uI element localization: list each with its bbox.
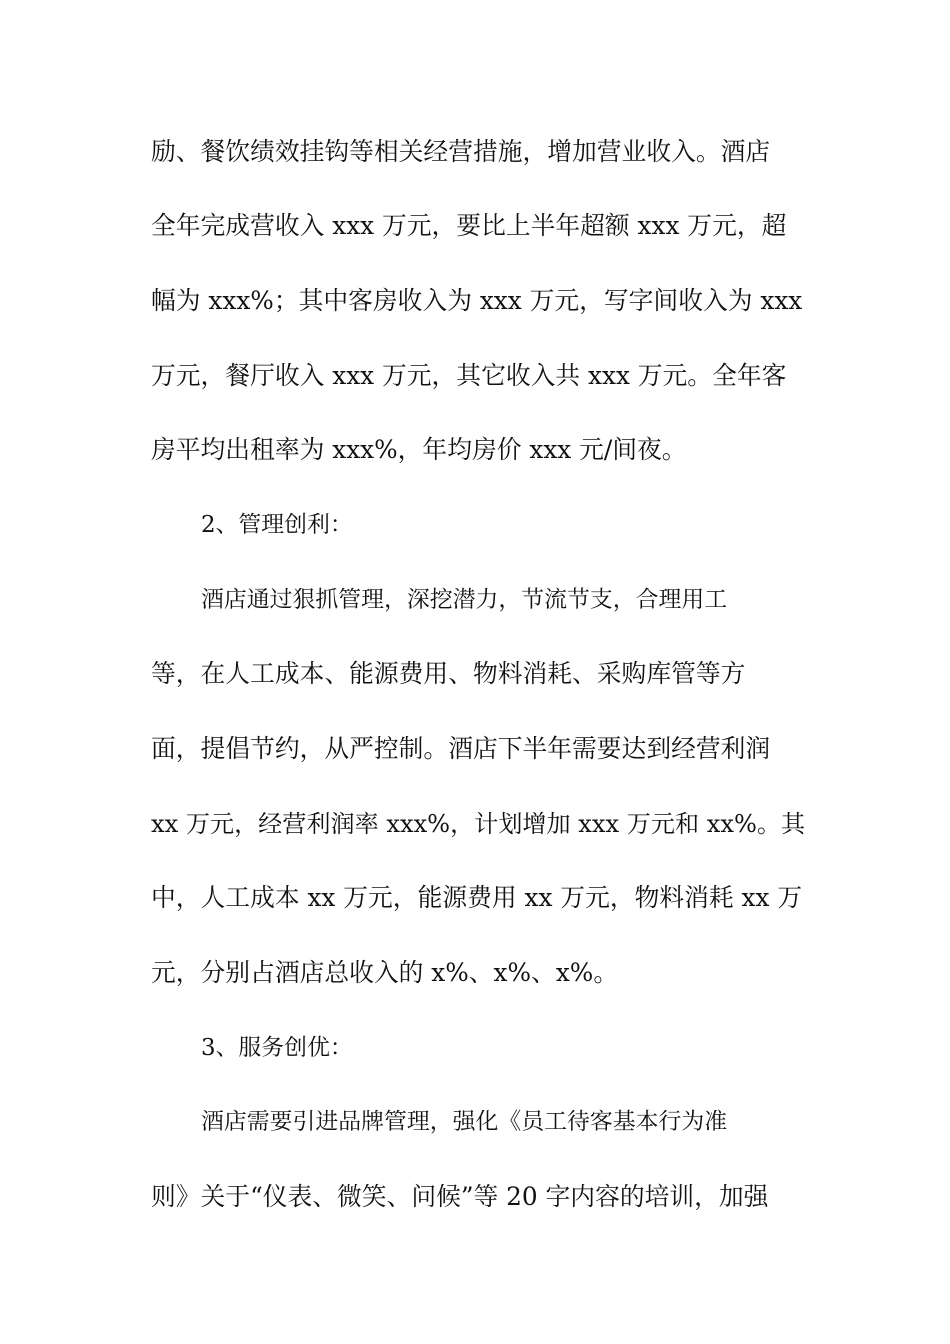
text-line: 等，在人工成本、能源费用、物料消耗、采购库管等方: [151, 659, 746, 688]
text-line: 万元，餐厅收入 xxx 万元，其它收入共 xxx 万元。全年客: [151, 361, 787, 390]
text-line: 全年完成营收入 xxx 万元，要比上半年超额 xxx 万元，超: [151, 211, 787, 240]
text-line: xx 万元，经营利润率 xxx%，计划增加 xxx 万元和 xx%。其: [151, 810, 806, 838]
section-heading: 2、管理创利：: [201, 512, 353, 538]
text-line: 幅为 xxx%；其中客房收入为 xxx 万元，写字间收入为 xxx: [151, 286, 803, 315]
text-line: 中，人工成本 xx 万元，能源费用 xx 万元，物料消耗 xx 万: [151, 883, 803, 912]
text-line: 励、餐饮绩效挂钩等相关经营措施，增加营业收入。酒店: [151, 137, 771, 166]
text-line: 面，提倡节约，从严控制。酒店下半年需要达到经营利润: [151, 734, 771, 763]
text-line: 元，分别占酒店总收入的 x%、x%、x%。: [151, 958, 619, 987]
section-heading: 3、服务创优：: [201, 1035, 353, 1061]
text-line: 酒店需要引进品牌管理，强化《员工待客基本行为准: [201, 1109, 728, 1135]
text-line: 房平均出租率为 xxx%，年均房价 xxx 元/间夜。: [151, 435, 687, 464]
text-line: 则》关于“仪表、微笑、问候”等 20 字内容的培训，加强: [151, 1182, 769, 1211]
text-line: 酒店通过狠抓管理，深挖潜力，节流节支，合理用工: [201, 587, 728, 613]
